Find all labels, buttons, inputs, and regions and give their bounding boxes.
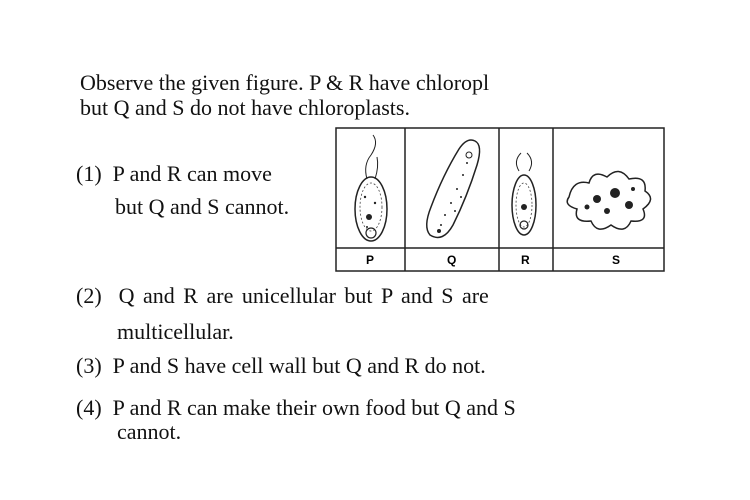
organism-p-image [355,135,387,241]
option-2-number: (2) [76,283,102,308]
organism-q-image [427,140,480,237]
option-2-line-2: multicellular. [117,319,234,344]
option-2-text: Q and R are unicellular but P and S are [118,283,489,308]
option-2-line-1 [76,284,489,308]
option-1-number: (1) [76,161,102,186]
option-1-line-1 [76,162,272,186]
label-p: P [366,253,375,267]
option-3-text: P and S have cell wall but Q and R do not. [112,353,486,378]
option-3-number: (3) [76,353,102,378]
label-q: Q [447,253,457,267]
option-4-line-2: cannot. [117,419,182,444]
option-3-line-1 [76,354,486,378]
option-1-text: P and R can move [112,161,272,186]
option-4-text: P and R can make their own food but Q and S [112,395,516,420]
option-1-line-2: but Q and S cannot. [115,194,290,219]
organism-r-image [512,153,536,235]
organisms-figure [335,127,665,272]
organism-s-image [567,171,650,229]
label-r: R [521,253,530,267]
label-s: S [612,253,621,267]
question-line-1: Observe the given figure. P & R have chloropl [80,70,490,95]
option-4-number: (4) [76,395,102,420]
question-line-2: but Q and S do not have chloroplasts. [80,95,410,120]
option-4-line-1 [76,396,516,420]
